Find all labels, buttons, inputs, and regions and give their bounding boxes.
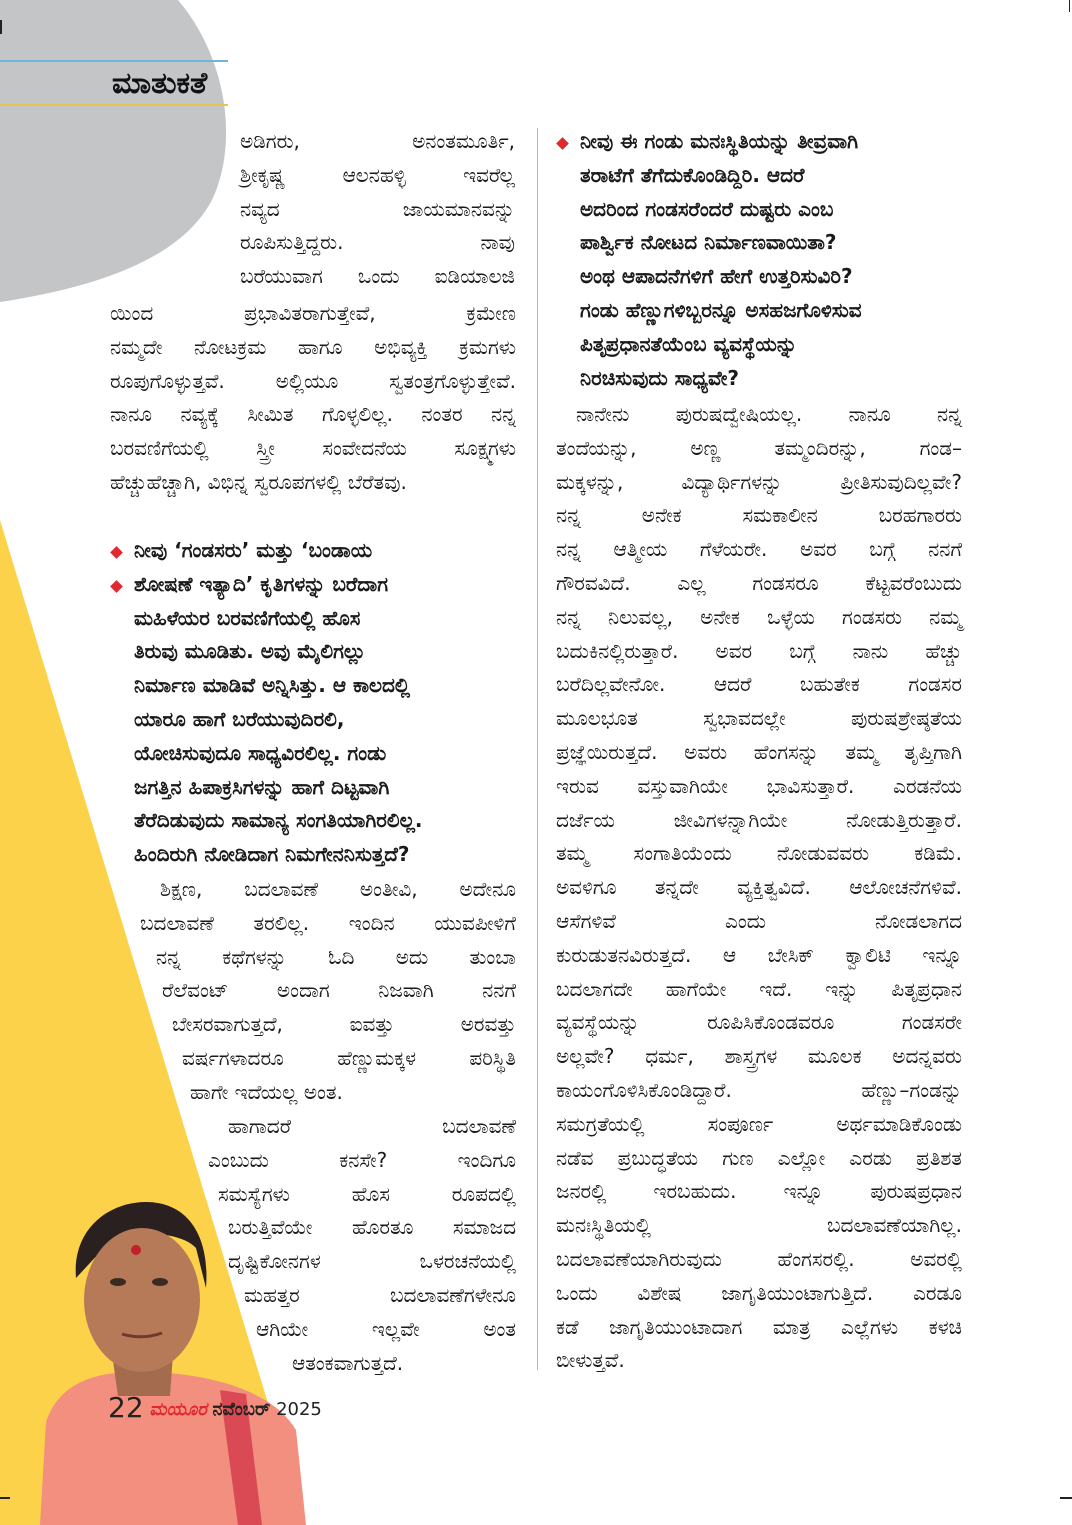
question-line: ಗಂಡು ಹೆಣ್ಣುಗಳಿಬ್ಬರನ್ನೂ ಅಸಹಜಗೊಳಿಸುವ — [580, 297, 862, 322]
text-line: ನಮ್ಮದೇ ನೋಟಕ್ರಮ ಹಾಗೂ ಅಭಿವ್ಯಕ್ತಿ ಕ್ರಮಗಳು — [110, 334, 516, 359]
column-divider — [537, 128, 538, 1370]
quote-mark-shape — [0, 0, 226, 302]
text-line: ಬದಲಾಗದೇ ಹಾಗೆಯೇ ಇದೆ. ಇನ್ನು ಪಿತೃಪ್ರಧಾನ — [556, 976, 962, 1001]
text-line: ಬೀಳುತ್ತವೆ. — [556, 1348, 625, 1373]
section-title: ಮಾತುಕತೆ — [112, 66, 208, 101]
text-line: ರೂಪುಗೊಳ್ಳುತ್ತವೆ. ಅಲ್ಲಿಯೂ ಸ್ವತಂತ್ರಗೊಳ್ಳುತ್ತೇವೆ. — [110, 368, 516, 393]
text-line: ಎಂಬುದು ಕನಸೇ? ಇಂದಿಗೂ — [208, 1147, 516, 1172]
text-line: ಬರೆದಿಲ್ಲವೇನೋ. ಆದರೆ ಬಹುತೇಕ ಗಂಡಸರ — [556, 672, 962, 697]
text-line: ನನ್ನ ಕಥೆಗಳನ್ನು ಓದಿ ಅದು ತುಂಬಾ — [156, 944, 516, 969]
question-line: ಜಗತ್ತಿನ ಹಿಪಾಕ್ರಸಿಗಳನ್ನು ಹಾಗೆ ದಿಟ್ಟವಾಗಿ — [134, 774, 390, 799]
text-line: ಬರೆಯುವಾಗ ಒಂದು ಐಡಿಯಾಲಜಿ — [240, 264, 515, 289]
crop-mark — [0, 20, 2, 34]
text-line: ಅಡಿಗರು, ಅನಂತಮೂರ್ತಿ, — [240, 129, 515, 153]
text-line: ಬರುತ್ತಿವೆಯೇ ಹೊರತೂ ಸಮಾಜದ — [228, 1215, 516, 1240]
author-portrait — [10, 1190, 310, 1525]
text-line: ಅವಳಿಗೂ ತನ್ನದೇ ವ್ಯಕ್ತಿತ್ವವಿದೆ. ಆಲೋಚನೆಗಳಿವೆ. — [556, 875, 962, 900]
text-line: ನವ್ಯದ ಜಾಯಮಾನವನ್ನು — [240, 196, 515, 221]
text-line: ಬದಲಾವಣೆ ತರಲಿಲ್ಲ. ಇಂದಿನ ಯುವಪೀಳಿಗೆ — [140, 910, 516, 935]
question-line: ತೆರೆದಿಡುವುದು ಸಾಮಾನ್ಯ ಸಂಗತಿಯಾಗಿರಲಿಲ್ಲ. — [134, 808, 423, 833]
text-line: ಹಾಗೇ ಇದೆಯಲ್ಲ ಅಂತ. — [190, 1079, 343, 1104]
text-line: ನನ್ನ ನಿಲುವಲ್ಲ, ಅನೇಕ ಒಳ್ಳೆಯ ಗಂಡಸರು ನಮ್ಮ — [556, 604, 962, 629]
question-line: ಅಂಥ ಆಪಾದನೆಗಳಿಗೆ ಹೇಗೆ ಉತ್ತರಿಸುವಿರಿ? — [580, 264, 853, 289]
text-line: ಮೂಲಭೂತ ಸ್ವಭಾವದಲ್ಲೇ ಪುರುಷಶ್ರೇಷ್ಠತೆಯ — [556, 706, 962, 731]
portrait-illustration — [10, 1190, 310, 1525]
header-rule-blue — [0, 60, 228, 62]
text-line: ಪ್ರಜ್ಞೆಯಿರುತ್ತದೆ. ಅವರು ಹೆಂಗಸನ್ನು ತಮ್ಮ ತೃಪ್ತಿಗಾಗಿ — [556, 739, 962, 764]
crop-mark — [1069, 0, 1070, 12]
text-line: ಮನಃಸ್ಥಿತಿಯಲ್ಲಿ ಬದಲಾವಣೆಯಾಗಿಲ್ಲ. — [556, 1213, 962, 1238]
text-line: ಶ್ರೀಕೃಷ್ಣ ಆಲನಹಳ್ಳಿ ಇವರೆಲ್ಲ — [240, 162, 515, 187]
question-line: ನೀವು ‘ಗಂಡಸರು’ ಮತ್ತು ‘ಬಂಡಾಯ — [134, 534, 516, 568]
text-line: ಯಿಂದ ಪ್ರಭಾವಿತರಾಗುತ್ತೇವೆ, ಕ್ರಮೇಣ — [110, 301, 516, 325]
text-line: ಜನರಲ್ಲಿ ಇರಬಹುದು. ಇನ್ನೂ ಪುರುಷಪ್ರಧಾನ — [556, 1179, 962, 1204]
text-line: ವರ್ಷಗಳಾದರೂ ಹೆಣ್ಣುಮಕ್ಕಳ ಪರಿಸ್ಥಿತಿ — [182, 1045, 516, 1070]
text-line: ಸಮಸ್ಯೆಗಳು ಹೊಸ ರೂಪದಲ್ಲಿ — [218, 1181, 516, 1206]
question-line: ಮಹಿಳೆಯರ ಬರವಣಿಗೆಯಲ್ಲಿ ಹೊಸ — [134, 605, 361, 630]
text-line: ತಮ್ಮ ಸಂಗಾತಿಯೆಂದು ನೋಡುವವರು ಕಡಿಮೆ. — [556, 841, 962, 866]
eye-mark — [110, 1278, 126, 1286]
text-line: ತಂದೆಯನ್ನು, ಅಣ್ಣ ತಮ್ಮಂದಿರನ್ನು, ಗಂಡ– — [556, 435, 962, 460]
answer-block — [556, 398, 962, 1378]
question-line: ನೀವು ಈ ಗಂಡು ಮನಃಸ್ಥಿತಿಯನ್ನು ತೀವ್ರವಾಗಿ — [580, 125, 962, 159]
text-line: ಹಾಗಾದರೆ ಬದಲಾವಣೆ — [228, 1114, 516, 1138]
text-line: ಒಂದು ವಿಶೇಷ ಜಾಗೃತಿಯುಂಟಾಗುತ್ತಿದೆ. ಎರಡೂ — [556, 1280, 962, 1305]
magazine-name: ಮಯೂರ — [149, 1399, 207, 1420]
text-line: ಇರುವ ವಸ್ತುವಾಗಿಯೇ ಭಾವಿಸುತ್ತಾರೆ. ಎರಡನೆಯ — [556, 773, 962, 798]
question-line: ನಿರಚಿಸುವುದು ಸಾಧ್ಯವೇ? — [580, 365, 740, 390]
text-line: ರೂಪಿಸುತ್ತಿದ್ದರು. ನಾವು — [240, 230, 515, 255]
crop-mark — [1060, 1497, 1072, 1499]
text-line: ಬರವಣಿಗೆಯಲ್ಲಿ ಸ್ತ್ರೀ ಸಂವೇದನೆಯ ಸೂಕ್ಷ್ಮಗಳು — [110, 436, 516, 461]
answer-block — [140, 873, 516, 1110]
face-shape — [84, 1228, 200, 1372]
issue-month: ನವೆಂಬರ್ — [212, 1399, 271, 1420]
text-line: ಮಹತ್ತರ ಬದಲಾವಣೆಗಳೇನೂ — [244, 1282, 516, 1307]
text-line: ಬದುಕಿನಲ್ಲಿರುತ್ತಾರೆ. ಅವರ ಬಗ್ಗೆ ನಾನು ಹೆಚ್ಚು — [556, 638, 962, 663]
text-line: ಬೇಸರವಾಗುತ್ತದೆ, ಐವತ್ತು ಅರವತ್ತು — [172, 1012, 516, 1037]
text-line: ದೃಷ್ಟಿಕೋನಗಳ ಒಳರಚನೆಯಲ್ಲಿ — [228, 1249, 516, 1274]
question-block — [134, 534, 516, 872]
text-line: ನಡೆವ ಪ್ರಬುದ್ಧತೆಯ ಗುಣ ಎಲ್ಲೋ ಎರಡು ಪ್ರತಿಶತ — [556, 1145, 962, 1170]
crop-mark — [0, 1497, 10, 1499]
page-number: 22 — [108, 1391, 144, 1424]
text-line: ನಾನೇನು ಪುರುಷದ್ವೇಷಿಯಲ್ಲ. ನಾನೂ ನನ್ನ — [576, 402, 962, 426]
text-line: ಬದಲಾವಣೆಯಾಗಿರುವುದು ಹೆಂಗಸರಲ್ಲಿ. ಅವರಲ್ಲಿ — [556, 1246, 962, 1271]
text-line: ಕುರುಡುತನವಿರುತ್ತದೆ. ಆ ಬೇಸಿಕ್ ಕ್ವಾಲಿಟಿ ಇನ್ನೂ — [556, 942, 962, 967]
question-block — [580, 125, 962, 395]
text-line: ಆಸೆಗಳಿವೆ ಎಂದು ನೋಡಲಾಗದ — [556, 908, 962, 933]
page-footer — [108, 1392, 322, 1426]
text-line: ಗೌರವವಿದೆ. ಎಲ್ಲ ಗಂಡಸರೂ ಕೆಟ್ಟವರೆಂಬುದು — [556, 570, 962, 595]
question-line: ಯಾರೂ ಹಾಗೆ ಬರೆಯುವುದಿರಲಿ, — [134, 706, 345, 731]
text-line: ದರ್ಜೆಯ ಜೀವಿಗಳನ್ನಾಗಿಯೇ ನೋಡುತ್ತಿರುತ್ತಾರೆ. — [556, 807, 962, 832]
header-rule-yellow — [0, 104, 228, 106]
text-line: ಕಾಯಂಗೊಳಿಸಿಕೊಂಡಿದ್ದಾರೆ. ಹೆಣ್ಣು–ಗಂಡನ್ನು — [556, 1077, 962, 1102]
text-line: ಆಗಿಯೇ ಇಲ್ಲವೇ ಅಂತ — [256, 1316, 516, 1341]
question-line: ತರಾಟೆಗೆ ತೆಗೆದುಕೊಂಡಿದ್ದಿರಿ. ಆದರೆ — [580, 162, 805, 187]
text-line: ಶಿಕ್ಷಣ, ಬದಲಾವಣೆ ಅಂತೀವಿ, ಅದೇನೂ — [160, 877, 516, 901]
text-line: ನನ್ನ ಅನೇಕ ಸಮಕಾಲೀನ ಬರಹಗಾರರು — [556, 503, 962, 528]
eye-mark — [152, 1278, 168, 1286]
question-line: ಪಿತೃಪ್ರಧಾನತೆಯೆಂಬ ವ್ಯವಸ್ಥೆಯನ್ನು — [580, 331, 798, 356]
answer-continued — [110, 297, 516, 500]
question-line: ಅದರಿಂದ ಗಂಡಸರೆಂದರೆ ದುಷ್ಟರು ಎಂಬ — [580, 196, 834, 221]
text-line: ಆತಂಕವಾಗುತ್ತದೆ. — [292, 1350, 404, 1375]
issue-year: 2025 — [276, 1399, 322, 1420]
text-line: ಅಲ್ಲವೇ? ಧರ್ಮ, ಶಾಸ್ತ್ರಗಳ ಮೂಲಕ ಅದನ್ನವರು — [556, 1044, 962, 1069]
text-line: ನನ್ನ ಆತ್ಮೀಯ ಗೆಳೆಯರೇ. ಅವರ ಬಗ್ಗೆ ನನಗೆ — [556, 537, 962, 562]
text-line: ಹೆಚ್ಚುಹೆಚ್ಚಾಗಿ, ವಿಭಿನ್ನ ಸ್ವರೂಪಗಳಲ್ಲಿ ಬೆರೆತವು. — [110, 469, 407, 494]
text-line: ಮಕ್ಕಳನ್ನು, ವಿದ್ಯಾರ್ಥಿಗಳನ್ನು ಪ್ರೀತಿಸುವುದಿಲ್ಲವೇ? — [556, 469, 962, 494]
text-line: ರೆಲೆವಂಟ್ ಅಂದಾಗ ನಿಜವಾಗಿ ನನಗೆ — [162, 978, 516, 1003]
question-line: ಹಿಂದಿರುಗಿ ನೋಡಿದಾಗ ನಿಮಗೇನನಿಸುತ್ತದೆ? — [134, 842, 410, 867]
bindi-mark — [131, 1245, 141, 1255]
question-line: ಯೋಚಿಸುವುದೂ ಸಾಧ್ಯವಿರಲಿಲ್ಲ. ಗಂಡು — [134, 740, 387, 765]
question-line: ಪಾರ್ಶ್ವಿಕ ನೋಟದ ನಿರ್ಮಾಣವಾಯಿತಾ? — [580, 230, 837, 255]
question-line: ಶೋಷಣೆ ಇತ್ಯಾದಿ’ ಕೃತಿಗಳನ್ನು ಬರೆದಾಗ — [134, 568, 516, 602]
text-line: ನಾನೂ ನವ್ಯಕ್ಕೆ ಸೀಮಿತ ಗೊಳ್ಳಲಿಲ್ಲ. ನಂತರ ನನ್ನ — [110, 402, 516, 427]
text-line: ವ್ಯವಸ್ಥೆಯನ್ನು ರೂಪಿಸಿಕೊಂಡವರೂ ಗಂಡಸರೇ — [556, 1010, 962, 1035]
text-line: ಕಡೆ ಜಾಗೃತಿಯುಂಟಾದಾಗ ಮಾತ್ರ ಎಲ್ಲೆಗಳು ಕಳಚಿ — [556, 1314, 962, 1339]
answer-continued-top — [240, 125, 515, 294]
question-line: ನಿರ್ಮಾಣ ಮಾಡಿವೆ ಅನ್ನಿಸಿತ್ತು. ಆ ಕಾಲದಲ್ಲಿ — [134, 673, 411, 698]
question-line: ತಿರುವು ಮೂಡಿತು. ಅವು ಮೈಲಿಗಲ್ಲು — [134, 639, 366, 664]
text-line: ಸಮಗ್ರತೆಯಲ್ಲಿ ಸಂಪೂರ್ಣ ಅರ್ಥಮಾಡಿಕೊಂಡು — [556, 1111, 962, 1136]
